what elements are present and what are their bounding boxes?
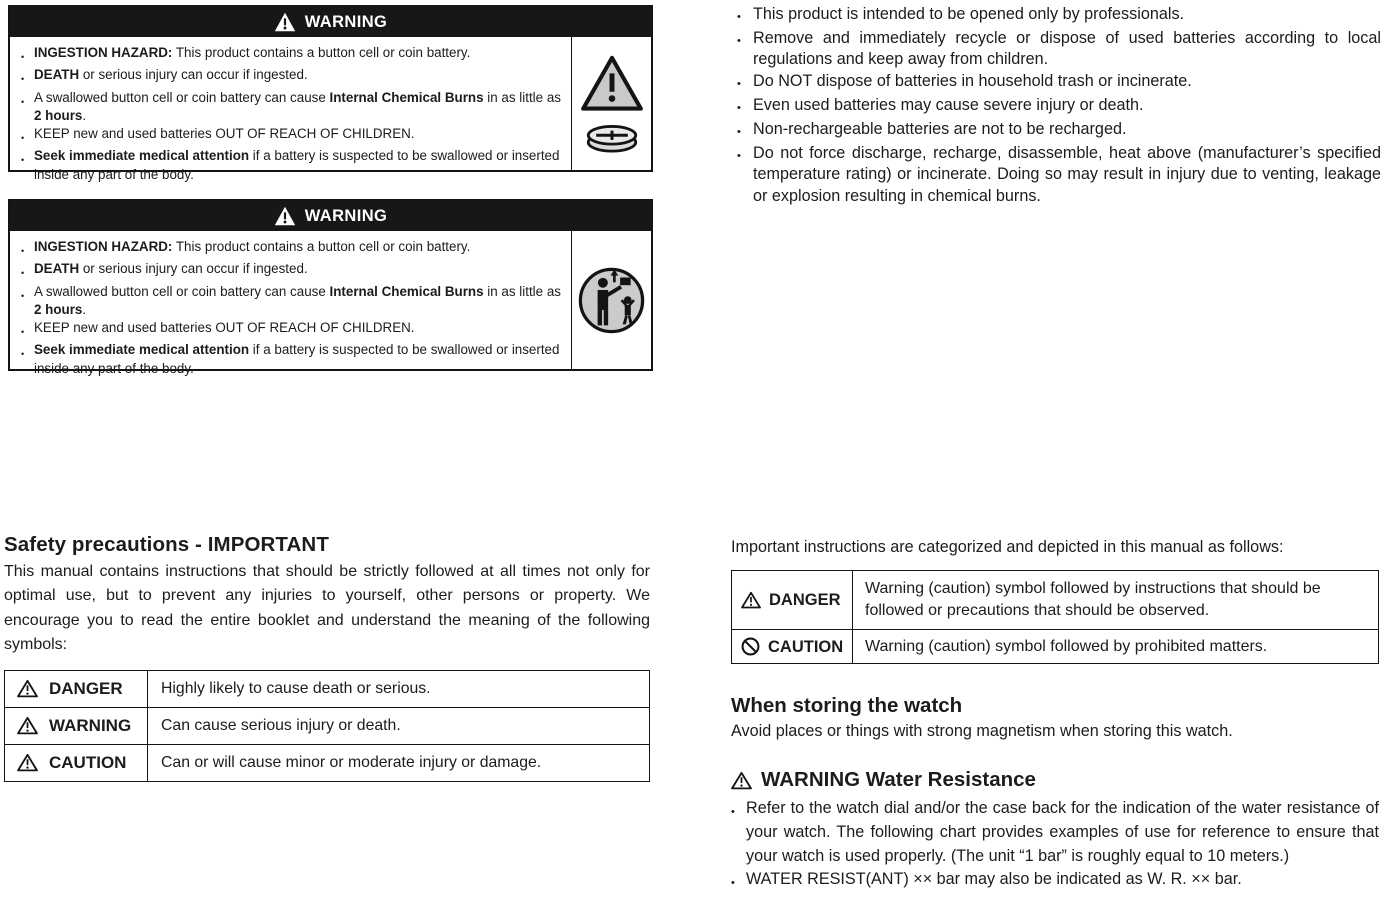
note-text: • Do not force discharge, recharge, disassemble, heat above (manufacturer’s specified temperature rating) or incinerate. Doing so may result in injury due to venting, leakage or explosion resulting in chemical burns. xyxy=(753,144,1381,205)
category-label-cell xyxy=(732,571,853,630)
warning-header-label: WARNING xyxy=(304,12,388,31)
category-description: Warning (caution) symbol followed by prohibited matters. xyxy=(853,630,1379,664)
severity-label: WARNING xyxy=(49,716,132,736)
coin-battery-icon xyxy=(585,124,639,154)
warning-bullet-text: • Seek immediate medical attention if a battery is suspected to be swallowed or inserted inside any part of the body. xyxy=(34,148,560,182)
categories-intro: Important instructions are categorized and depicted in this manual as follows: xyxy=(731,538,1284,556)
warning-bullet-text: • A swallowed button cell or coin battery can cause Internal Chemical Burns in as little as 2 hours. xyxy=(34,283,561,317)
list-item xyxy=(737,95,1381,119)
severity-label-cell xyxy=(5,745,148,782)
prohibition-icon xyxy=(741,637,760,656)
warning-body xyxy=(10,231,651,376)
severity-description: Can cause serious injury or death. xyxy=(148,708,650,745)
warning-bullet-text: • KEEP new and used batteries OUT OF REACH OF CHILDREN. xyxy=(34,320,415,336)
severity-label: DANGER xyxy=(49,679,123,699)
note-text: • Non-rechargeable batteries are not to be recharged. xyxy=(753,120,1127,139)
table-row xyxy=(5,745,650,782)
category-label-cell xyxy=(732,630,853,664)
categories-and-storage-section xyxy=(731,538,1379,896)
warning-bullet xyxy=(21,89,563,126)
warning-bullet-text: • DEATH or serious injury can occur if ingested. xyxy=(34,261,308,277)
keep-away-from-children-icon xyxy=(578,267,645,334)
warning-header xyxy=(10,201,651,231)
battery-warning-box-2 xyxy=(8,199,653,376)
warning-triangle-icon xyxy=(731,771,752,790)
warning-icon-column xyxy=(571,231,651,369)
warning-bullet xyxy=(21,44,563,66)
table-row xyxy=(5,708,650,745)
warning-bullet-list xyxy=(10,231,571,376)
warning-triangle-icon xyxy=(274,12,296,32)
safety-precautions-title: Safety precautions - IMPORTANT xyxy=(4,533,329,556)
warning-body xyxy=(10,37,651,182)
warning-bullet-text: • DEATH or serious injury can occur if ingested. xyxy=(34,67,308,83)
storing-title: When storing the watch xyxy=(731,694,963,717)
warning-bullet-text: • INGESTION HAZARD: This product contains a button cell or coin battery. xyxy=(34,45,471,60)
warning-bullet xyxy=(21,341,563,378)
warning-bullet-text: • Seek immediate medical attention if a battery is suspected to be swallowed or inserted inside any part of the body. xyxy=(34,342,560,376)
severity-label: CAUTION xyxy=(49,753,127,773)
warning-bullet-text: • INGESTION HAZARD: This product contains a button cell or coin battery. xyxy=(34,239,471,254)
table-row xyxy=(732,571,1379,630)
warning-bullet xyxy=(21,147,563,184)
note-text: • WATER RESIST(ANT) ×× bar may also be indicated as W. R. ×× bar. xyxy=(746,870,1242,889)
category-description: Warning (caution) symbol followed by instructions that should be followed or precautions that should be observed. xyxy=(853,571,1379,630)
warning-triangle-icon xyxy=(741,591,761,609)
warning-bullet-list xyxy=(10,37,571,182)
safety-precautions-text: This manual contains instructions that should be strictly followed at all times not only for optimal use, but to prevent any injuries to yourself, other persons or property. We encourage you to read the entire booklet and understand the meaning of the following symbols: xyxy=(4,563,650,653)
warning-triangle-icon xyxy=(17,679,38,698)
water-resistance-title-text: WARNING Water Resistance xyxy=(761,768,1036,791)
water-resistance-title xyxy=(731,768,1379,792)
warning-bullet-text: • KEEP new and used batteries OUT OF REACH OF CHILDREN. xyxy=(34,126,415,142)
note-text: • Remove and immediately recycle or dispose of used batteries according to local regulations and keep away from children. xyxy=(753,29,1381,69)
warning-triangle-icon xyxy=(580,54,644,112)
note-text: • Do NOT dispose of batteries in household trash or incinerate. xyxy=(753,71,1192,90)
warning-bullet-text: • A swallowed button cell or coin battery can cause Internal Chemical Burns in as little as 2 hours. xyxy=(34,89,561,123)
safety-precautions-section xyxy=(4,533,650,782)
warning-icon-column xyxy=(571,37,651,170)
categories-table xyxy=(731,570,1379,664)
professional-notes-list xyxy=(737,4,1381,207)
list-item xyxy=(737,143,1381,207)
warning-bullet xyxy=(21,238,563,260)
battery-warning-box-1 xyxy=(8,5,653,182)
water-resistance-list xyxy=(731,797,1379,896)
warning-triangle-icon xyxy=(274,206,296,226)
warning-bullet xyxy=(21,66,563,88)
warning-triangle-icon xyxy=(17,716,38,735)
list-item xyxy=(737,28,1381,70)
warning-header-label: WARNING xyxy=(304,206,388,225)
category-label: CAUTION xyxy=(768,637,844,656)
severity-description: Can or will cause minor or moderate injury or damage. xyxy=(148,745,650,782)
severity-table xyxy=(4,670,650,782)
note-text: • Refer to the watch dial and/or the case back for the indication of the water resistance of your watch. The following chart provides examples of use for reference to ensure that your watch is used properly. (The unit “1 bar” is roughly equal to 10 meters.) xyxy=(746,799,1379,865)
storing-text: Avoid places or things with strong magnetism when storing this watch. xyxy=(731,722,1233,740)
warning-bullet xyxy=(21,283,563,320)
list-item xyxy=(731,868,1379,896)
severity-label-cell xyxy=(5,708,148,745)
list-item xyxy=(737,4,1381,28)
warning-bullet xyxy=(21,319,563,341)
warning-header xyxy=(10,7,651,37)
list-item xyxy=(737,71,1381,95)
warning-triangle-icon xyxy=(17,753,38,772)
table-row xyxy=(732,630,1379,664)
severity-label-cell xyxy=(5,671,148,708)
warning-bullet xyxy=(21,125,563,147)
warning-bullet xyxy=(21,260,563,282)
list-item xyxy=(737,119,1381,143)
severity-description: Highly likely to cause death or serious. xyxy=(148,671,650,708)
list-item xyxy=(731,797,1379,868)
note-text: • This product is intended to be opened only by professionals. xyxy=(753,5,1185,23)
note-text: • Even used batteries may cause severe injury or death. xyxy=(753,95,1144,114)
table-row xyxy=(5,671,650,708)
category-label: DANGER xyxy=(769,590,841,609)
